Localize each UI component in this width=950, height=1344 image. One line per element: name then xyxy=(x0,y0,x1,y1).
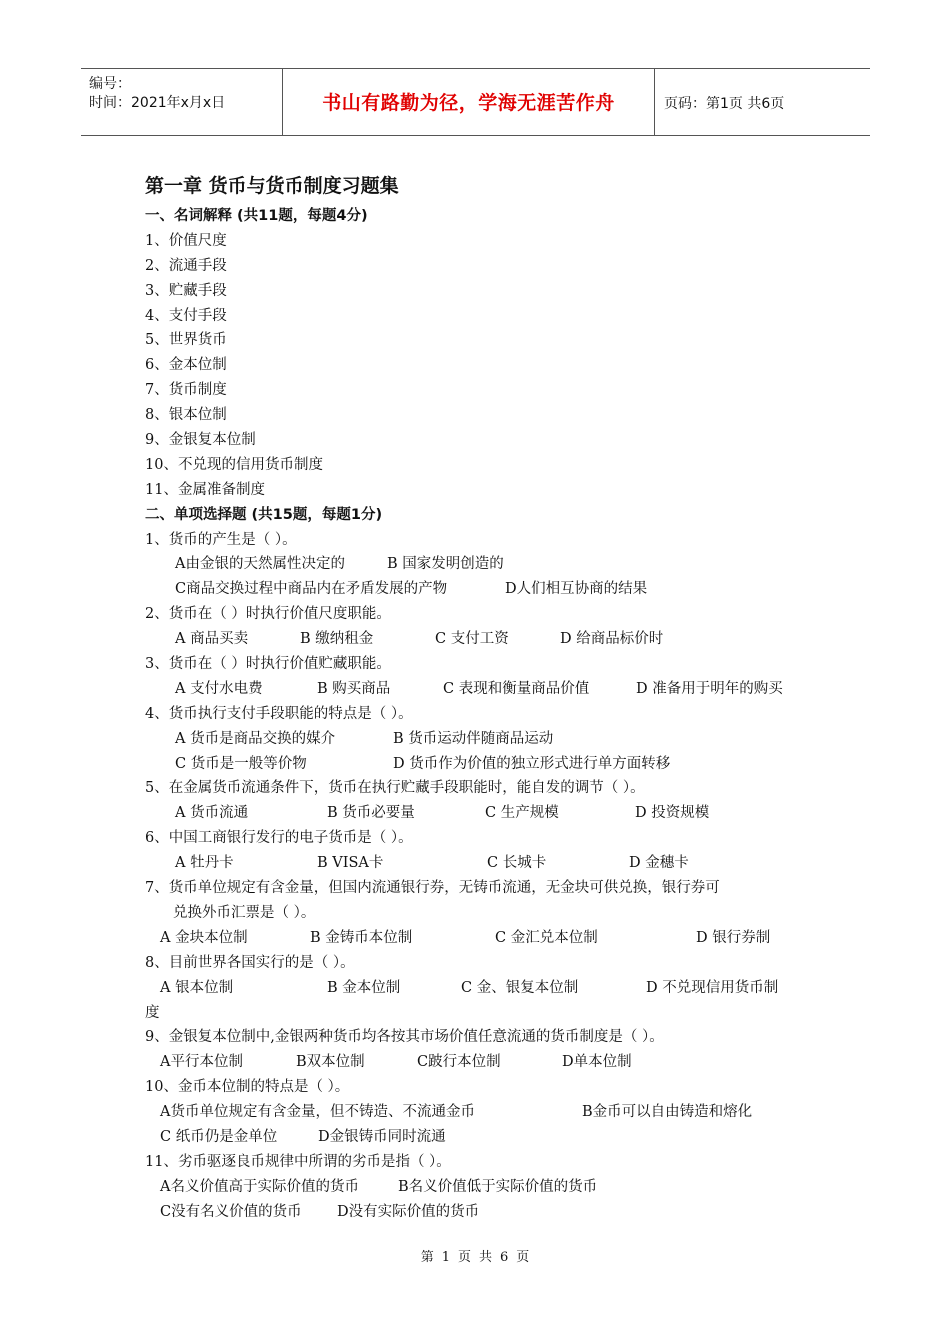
option: B 货币运动伴随商品运动 xyxy=(393,730,554,747)
option: A名义价值高于实际价值的货币 xyxy=(160,1178,359,1195)
option: A 银本位制 xyxy=(160,979,234,996)
option: B 购买商品 xyxy=(317,680,391,697)
option: A 货币流通 xyxy=(175,805,249,822)
page-header xyxy=(81,68,870,136)
question-4-options-row1 xyxy=(145,727,825,752)
question-7-continued: 兑换外币汇票是（ ）。 xyxy=(173,904,316,921)
term-item: 6、金本位制 xyxy=(145,357,227,374)
question-3: 3、货币在（ ）时执行价值贮藏职能。 xyxy=(145,656,391,673)
option: C 金汇兑本位制 xyxy=(495,929,598,946)
section-heading-terms: 一、名词解释 (共11题，每题4分) xyxy=(145,208,368,224)
footer-total-pages: 6 xyxy=(500,1250,509,1265)
option: A 支付水电费 xyxy=(175,680,263,697)
option: C 纸币仍是金单位 xyxy=(160,1128,278,1145)
term-item: 2、流通手段 xyxy=(145,257,227,274)
term-item: 5、世界货币 xyxy=(145,332,227,349)
question-4: 4、货币执行支付手段职能的特点是（ ）。 xyxy=(145,705,413,722)
question-6: 6、中国工商银行发行的电子货币是（ ）。 xyxy=(145,830,413,847)
option: A平行本位制 xyxy=(160,1054,243,1071)
option: D金银铸币同时流通 xyxy=(318,1128,446,1145)
option: D 准备用于明年的购买 xyxy=(636,680,783,697)
question-1: 1、货币的产生是（ ）。 xyxy=(145,531,297,548)
option: D人们相互协商的结果 xyxy=(505,581,648,598)
question-2-options xyxy=(145,627,825,652)
question-8-options xyxy=(145,976,825,1001)
term-item: 11、金属准备制度 xyxy=(145,481,265,498)
question-1-options-row2 xyxy=(145,577,825,602)
question-7: 7、货币单位规定有含金量，但国内流通银行券，无铸币流通，无金块可供兑换，银行券可 xyxy=(145,880,720,897)
term-item: 10、不兑现的信用货币制度 xyxy=(145,456,323,473)
option: A 牡丹卡 xyxy=(175,855,234,872)
option: C没有名义价值的货币 xyxy=(160,1203,302,1220)
term-item: 4、支付手段 xyxy=(145,307,227,324)
question-10-options-row1 xyxy=(145,1100,825,1125)
question-11-options-row2 xyxy=(145,1200,825,1225)
question-8: 8、目前世界各国实行的是（ ）。 xyxy=(145,954,355,971)
option: D 银行券制 xyxy=(696,929,771,946)
header-meta-cell xyxy=(81,69,283,135)
option: C 表现和衡量商品价值 xyxy=(443,680,590,697)
option: B 金本位制 xyxy=(327,979,401,996)
option: B金币可以自由铸造和熔化 xyxy=(582,1104,753,1121)
document-body xyxy=(145,170,825,1225)
question-2: 2、货币在（ ）时执行价值尺度职能。 xyxy=(145,606,391,623)
question-8-option-wrap: 度 xyxy=(145,1004,160,1021)
option: B 缴纳租金 xyxy=(300,631,374,648)
footer-text: 页 xyxy=(457,1250,471,1265)
option: D 投资规模 xyxy=(635,805,710,822)
header-page-info: 页码：第1页 共6页 xyxy=(664,96,785,112)
term-item: 7、货币制度 xyxy=(145,382,227,399)
term-item: 3、贮藏手段 xyxy=(145,282,227,299)
option: B名义价值低于实际价值的货币 xyxy=(398,1178,598,1195)
section-heading-choice: 二、单项选择题 (共15题，每题1分) xyxy=(145,506,383,523)
term-item: 1、价值尺度 xyxy=(145,232,227,249)
chapter-title: 第一章 货币与货币制度习题集 xyxy=(145,175,399,197)
option: B 货币必要量 xyxy=(327,805,415,822)
option: D 金穗卡 xyxy=(629,855,689,872)
option: C 生产规模 xyxy=(485,805,559,822)
question-4-options-row2 xyxy=(145,752,825,777)
option: D 货币作为价值的独立形式进行单方面转移 xyxy=(393,755,671,772)
option: C 长城卡 xyxy=(487,855,547,872)
option: A 货币是商品交换的媒介 xyxy=(175,730,336,747)
header-motto: 书山有路勤为径，学海无涯苦作舟 xyxy=(283,69,655,135)
option: D没有实际价值的货币 xyxy=(337,1203,480,1220)
option: D 不兑现信用货币制 xyxy=(646,979,779,996)
option: D 给商品标价时 xyxy=(560,631,664,648)
option: B 金铸币本位制 xyxy=(310,929,413,946)
footer-text: 共 xyxy=(479,1250,493,1265)
footer-text: 页 xyxy=(516,1250,530,1265)
option: D单本位制 xyxy=(562,1054,632,1071)
question-1-options-row1 xyxy=(145,552,825,577)
footer-current-page: 1 xyxy=(441,1250,450,1265)
question-7-options xyxy=(145,926,825,951)
option: C 支付工资 xyxy=(435,631,509,648)
question-5-options xyxy=(145,801,825,826)
option: A 商品买卖 xyxy=(175,631,249,648)
option: C跛行本位制 xyxy=(417,1054,501,1071)
option: C 金、银复本位制 xyxy=(461,979,579,996)
question-11-options-row1 xyxy=(145,1175,825,1200)
question-9: 9、金银复本位制中,金银两种货币均各按其市场价值任意流通的货币制度是（ ）。 xyxy=(145,1029,664,1046)
question-3-options xyxy=(145,677,825,702)
option: B 国家发明创造的 xyxy=(387,556,504,573)
question-10: 10、金币本位制的特点是（ ）。 xyxy=(145,1079,350,1096)
term-item: 9、金银复本位制 xyxy=(145,432,256,449)
option: A由金银的天然属性决定的 xyxy=(175,556,345,573)
document-date: 时间：2021年x月x日 xyxy=(89,95,226,111)
option: B双本位制 xyxy=(296,1054,365,1071)
option: C 货币是一般等价物 xyxy=(175,755,307,772)
option: C商品交换过程中商品内在矛盾发展的产物 xyxy=(175,581,448,598)
document-number-label: 编号： xyxy=(89,76,131,92)
question-10-options-row2 xyxy=(145,1125,825,1150)
question-5: 5、在金属货币流通条件下，货币在执行贮藏手段职能时，能自发的调节（ ）。 xyxy=(145,780,645,797)
footer-text: 第 xyxy=(420,1250,434,1265)
term-item: 8、银本位制 xyxy=(145,407,227,424)
option: A 金块本位制 xyxy=(160,929,248,946)
question-6-options xyxy=(145,851,825,876)
question-11: 11、劣币驱逐良币规律中所谓的劣币是指（ ）。 xyxy=(145,1153,451,1170)
option: B VISA卡 xyxy=(317,855,384,872)
question-9-options xyxy=(145,1050,825,1075)
page-footer xyxy=(0,1246,950,1265)
option: A货币单位规定有含金量，但不铸造、不流通金币 xyxy=(160,1104,475,1121)
